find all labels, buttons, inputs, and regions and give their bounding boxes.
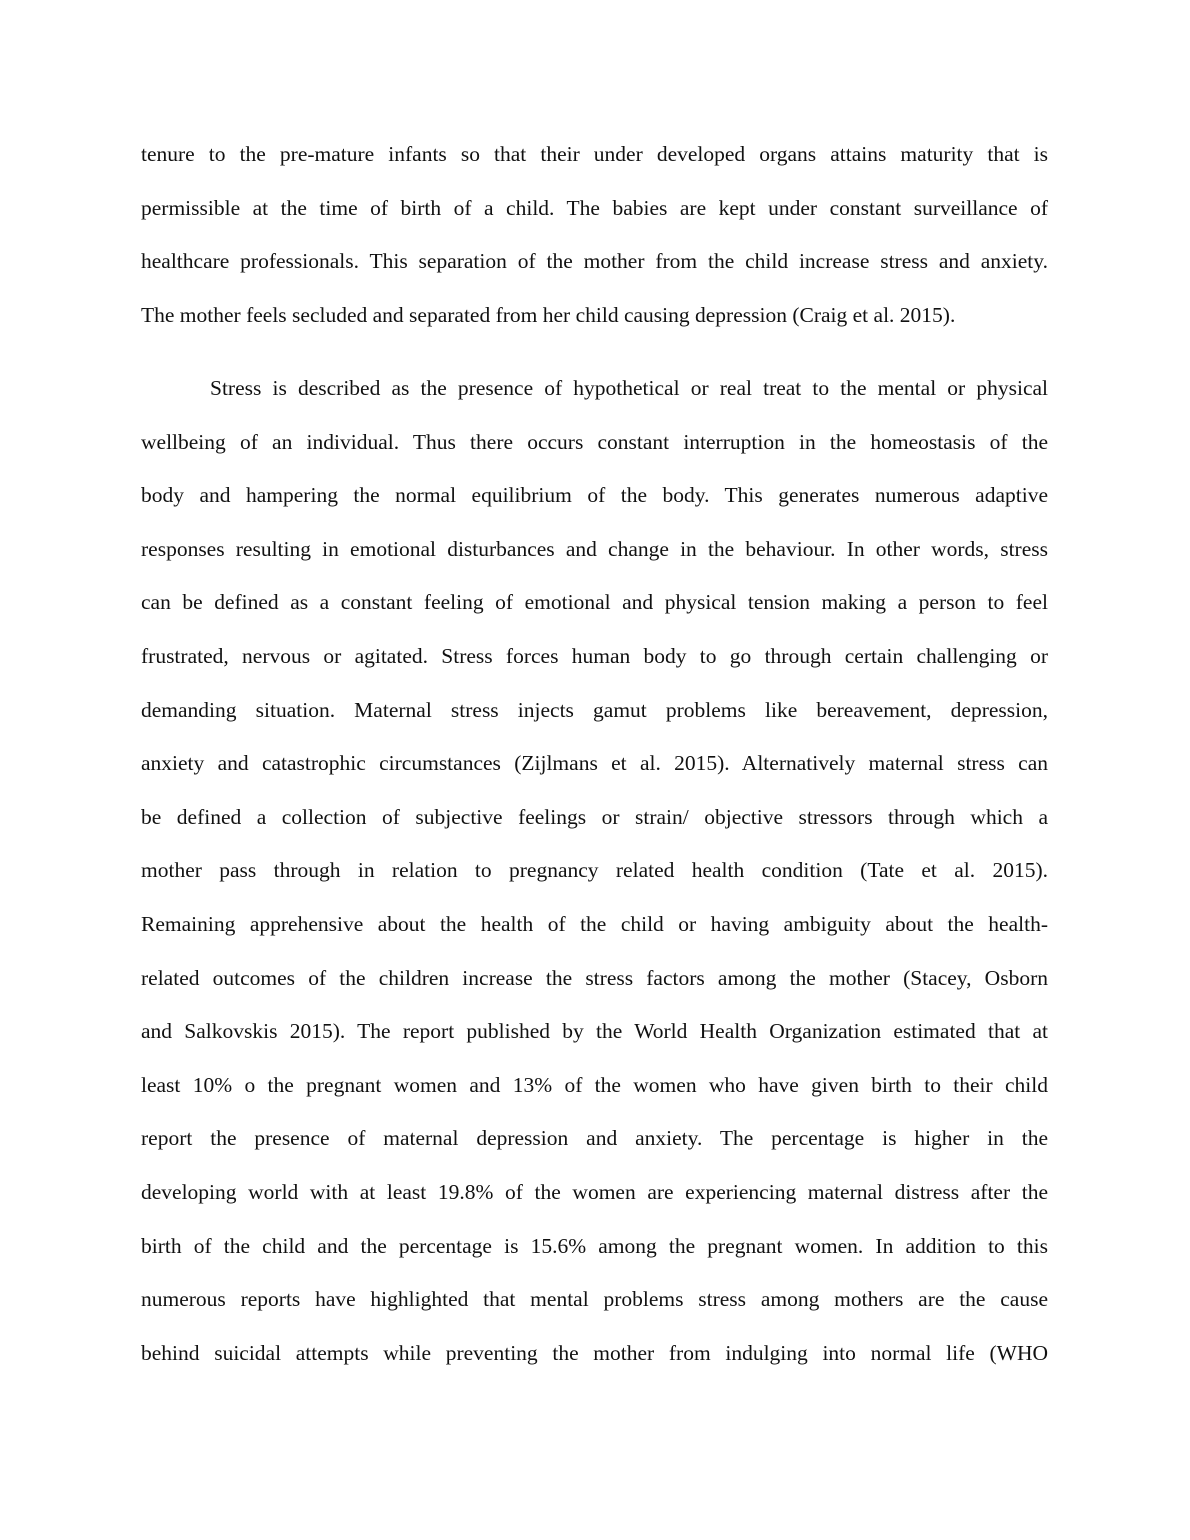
- text-line: developing world with at least 19.8% of the women are experiencing maternal distress after the: [141, 1179, 1048, 1204]
- text-line: and Salkovskis 2015). The report published by the World Health Organization estimated that at: [141, 1019, 1048, 1044]
- text-line: tenure to the pre-mature infants so that their under developed organs attains maturity that is: [141, 142, 1048, 166]
- text-line: frustrated, nervous or agitated. Stress forces human body to go through certain challenging or: [141, 643, 1048, 668]
- text-line: can be defined as a constant feeling of emotional and physical tension making a person to feel: [141, 590, 1048, 615]
- text-line: wellbeing of an individual. Thus there occurs constant interruption in the homeostasis of the: [141, 429, 1048, 454]
- text-line: The mother feels secluded and separated from her child causing depression (Craig et al. 2015).: [141, 302, 956, 327]
- text-line: demanding situation. Maternal stress injects gamut problems like bereavement, depression,: [141, 697, 1048, 722]
- text-line: related outcomes of the children increase the stress factors among the mother (Stacey, Osborn: [141, 965, 1048, 990]
- text-line: healthcare professionals. This separation of the mother from the child increase stress and anxiety.: [141, 249, 1048, 274]
- paragraph-2: [141, 373, 1048, 1391]
- text-line: birth of the child and the percentage is 15.6% among the pregnant women. In addition to this: [141, 1233, 1048, 1258]
- text-line: Stress is described as the presence of hypothetical or real treat to the mental or physical: [210, 376, 1048, 400]
- text-line: Remaining apprehensive about the health of the child or having ambiguity about the health-: [141, 911, 1048, 936]
- text-line: permissible at the time of birth of a child. The babies are kept under constant surveillance of: [141, 195, 1048, 220]
- paragraph-1: [141, 139, 1048, 353]
- text-line: mother pass through in relation to pregnancy related health condition (Tate et al. 2015).: [141, 858, 1048, 883]
- text-line: responses resulting in emotional disturbances and change in the behaviour. In other words, stress: [141, 536, 1048, 561]
- text-line: body and hampering the normal equilibrium of the body. This generates numerous adaptive: [141, 483, 1048, 508]
- text-line: least 10% o the pregnant women and 13% of the women who have given birth to their child: [141, 1072, 1048, 1097]
- text-line: numerous reports have highlighted that mental problems stress among mothers are the cause: [141, 1287, 1048, 1312]
- text-line: anxiety and catastrophic circumstances (Zijlmans et al. 2015). Alternatively maternal stress can: [141, 751, 1048, 776]
- text-line: be defined a collection of subjective feelings or strain/ objective stressors through which a: [141, 804, 1048, 829]
- text-line: behind suicidal attempts while preventing the mother from indulging into normal life (WHO: [141, 1340, 1048, 1365]
- text-line: report the presence of maternal depression and anxiety. The percentage is higher in the: [141, 1126, 1048, 1151]
